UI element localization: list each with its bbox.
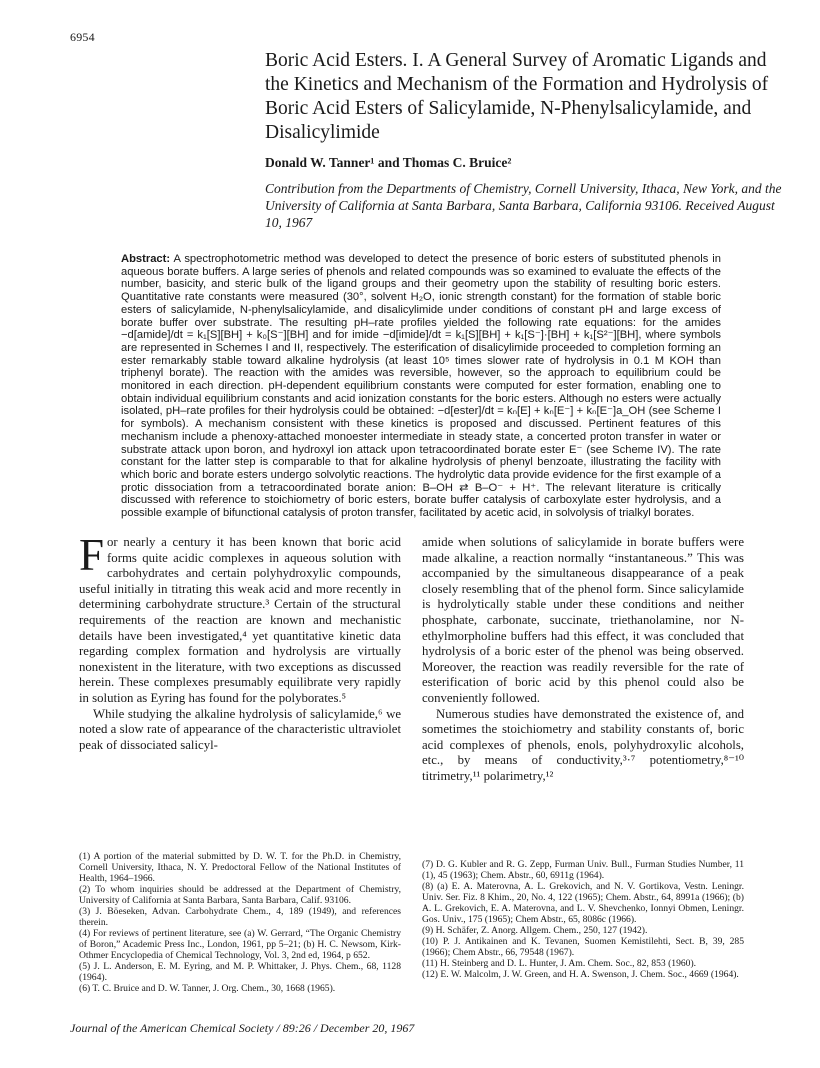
body-paragraph: While studying the alkaline hydrolysis of salicylamide,⁶ we noted a slow rate of appearance of the characteristic ultraviolet peak of dissociated salicyl- <box>79 706 401 752</box>
body-paragraph: amide when solutions of salicylamide in borate buffers were made alkaline, a reaction normally “instantaneous.” This was accompanied by the simultaneous disappearance of a peak closely resembling that of the phenol form. Since salicylamide is hydrolytically stable under these conditions and neither phosphate, carbonate, succinate, triethanolamine, nor N-ethylmorpholine buffers had this effect, it was concluded that hydrolysis of a boric ester of the phenol was being observed. Moreover, the reaction was readily reversible for the rate of esterification of boric acid by this phenol could also be conveniently followed. <box>422 535 744 705</box>
footnotes-right <box>422 859 744 980</box>
footnote: (12) E. W. Malcolm, J. W. Green, and H. A. Swenson, J. Chem. Soc., 4669 (1964). <box>422 969 739 980</box>
page-number: 6954 <box>70 30 95 44</box>
article-title: Boric Acid Esters. I. A General Survey of Aromatic Ligands and the Kinetics and Mechanism of the Formation and Hydrolysis of Boric Acid Esters of Salicylamide, N-Phenylsalicylamide, and Disalicylimide <box>265 50 769 143</box>
footnote: (4) For reviews of pertinent literature, see (a) W. Gerrard, “The Organic Chemistry of Boron,” Academic Press Inc., London, 1961, pp 5–21; (b) H. C. Newsom, Kirk-Othmer Encyclopedia of Chemical Technology, Vol. 3, 2nd ed, 1964, p 652. <box>79 928 401 961</box>
footnote: (2) To whom inquiries should be addressed at the Department of Chemistry, University of California at Santa Barbara, Santa Barbara, Calif. 93106. <box>79 884 401 906</box>
journal-footer: Journal of the American Chemical Society / 89:26 / December 20, 1967 <box>70 1021 415 1035</box>
footnotes-left <box>79 851 401 994</box>
footnote: (3) J. Böeseken, Advan. Carbohydrate Chem., 4, 189 (1949), and references therein. <box>79 906 401 928</box>
abstract-label: Abstract: <box>121 253 171 265</box>
abstract <box>121 253 721 520</box>
footnote: (10) P. J. Antikainen and K. Tevanen, Suomen Kemistilehti, Sect. B, 39, 285 (1966); Chem Abstr., 66, 79548 (1967). <box>422 936 744 958</box>
footnote: (6) T. C. Bruice and D. W. Tanner, J. Org. Chem., 30, 1668 (1965). <box>79 983 336 994</box>
footnote: (8) (a) E. A. Materovna, A. L. Grekovich, and N. V. Gortikova, Vestn. Leningr. Univ. Ser. Fiz. 8 Khim., 20, No. 4, 122 (1965); Chem. Abstr., 64, 8991a (1966); (b) A. L. Grekovich, E. A. Materovna, and L. V. Shevchenko, Ionnyi Obmen, Leningr. Gos. Univ., 175 (1965); Chem Abstr., 65, 8086c (1966). <box>422 881 744 925</box>
authors: Donald W. Tanner¹ and Thomas C. Bruice² <box>265 155 512 170</box>
affiliation: Contribution from the Departments of Chemistry, Cornell University, Ithaca, New York, and the University of California at Santa Barbara, Santa Barbara, California 93106. Received August 10, 1967 <box>265 181 782 230</box>
body-paragraph: Numerous studies have demonstrated the existence of, and sometimes the stoichiometry and stability constants of, boric acid complexes of phenols, enols, polyhydroxylic alcohols, etc., by means of conductivity,³·⁷ potentiometry,⁸⁻¹⁰ titrimetry,¹¹ polarimetry,¹² <box>422 706 744 783</box>
footnote: (11) H. Steinberg and D. L. Hunter, J. Am. Chem. Soc., 82, 853 (1960). <box>422 958 697 969</box>
intro-text: or nearly a century it has been known that boric acid forms quite acidic complexes in aqueous solution with carbohydrates and certain polyhydroxylic compounds, useful initially in titrating this weak acid and more recently in determining carbohydrate structure.³ Certain of the structural requirements of the reaction are known and mechanistic details have been investigated,⁴ yet quantitative kinetic data regarding complex formation and hydrolysis are virtually nonexistent in the literature, with two exceptions as discussed herein. These complexes presumably equilibrate very rapidly in solution as Eyring has found for the polyborates.⁵ <box>79 535 401 705</box>
body-right-column <box>422 535 744 785</box>
footnote: (1) A portion of the material submitted by D. W. T. for the Ph.D. in Chemistry, Cornell University, Ithaca, N. Y. Predoctoral Fellow of the National Institutes of Health, 1964–1966. <box>79 851 401 884</box>
body-left-column <box>79 530 401 753</box>
footnote: (5) J. L. Anderson, E. M. Eyring, and M. P. Whittaker, J. Phys. Chem., 68, 1128 (1964). <box>79 961 401 983</box>
drop-cap: F <box>79 530 105 580</box>
footnote: (9) H. Schäfer, Z. Anorg. Allgem. Chem., 250, 127 (1942). <box>422 925 648 936</box>
intro-paragraph <box>79 530 401 707</box>
abstract-text: A spectrophotometric method was developed to detect the presence of boric esters of substituted phenols in aqueous borate buffers. A large series of phenols and related compounds was so examined to evaluate the effects of the number, basicity, and steric bulk of the ligand groups and their geometry upon the stability of resulting boric esters. Quantitative rate constants were measured (30°, solvent H₂O, ionic strength constant) for the formation of stable boric esters of salicylamide, N-phenylsalicylamide, and disalicylimide under conditions of constant pH and large excess of borate buffer over substrate. The resulting pH–rate profiles yielded the following rate equations: for the amides −d[amide]/dt = k₁[S][BH] + k₀[S⁻][BH] and for imide −d[imide]/dt = k₁[S][BH] + k₁[S⁻]·[BH] + k₁[S²⁻][BH], where symbols are represented in Schemes I and II, respectively. The esterification of disalicylimide proceeded to completion forming an ester remarkably stable toward alkaline hydrolysis (at least 10⁵ times slower rate of hydrolysis in 0.1 M KOH than triphenyl borate). The reaction with the amides was reversible, however, so the approach to equilibrium could be monitored in each direction. pH-dependent equilibrium constants were computed for ester formation, enabling one to obtain individual equilibrium constants and acid ionization constants for the boric esters. Although no esters were actually isolated, pH–rate profiles for their hydrolysis could be obtained: −d[ester]/dt = kₙ[E] + kₙ[E⁻] + kₙ[E⁻]a_OH (see Scheme I for symbols). A mechanism consistent with these kinetics is proposed and discussed. Pertinent features of this mechanism include a phenoxy-attached monoester intermediate in steady state, a concerted proton transfer in water or substrate attack upon boron, and hydroxyl ion attack upon tetracoordinated borate ester E⁻ (see Scheme IV). The rate constant for the latter step is comparable to that for alkaline hydrolysis of phenyl benzoate, illustrating the facility with which boric and borate esters undergo solvolytic reactions. The hydrolytic data provide evidence for the first example of a protic dissociation from a tetracoordinated borate anion: B–OH ⇄ B–O⁻ + H⁺. The relevant literature is critically discussed with reference to stoichiometry of boric esters, borate buffer catalysis of carboxylate ester hydrolysis, and a possible example of bifunctional catalysis of proton transfer, facilitated by acetic acid, in solvolysis of trialkyl borates. <box>121 253 721 520</box>
footnote: (7) D. G. Kubler and R. G. Zepp, Furman Univ. Bull., Furman Studies Number, 11 (1), 45 (1963); Chem. Abstr., 60, 6911g (1964). <box>422 859 744 881</box>
